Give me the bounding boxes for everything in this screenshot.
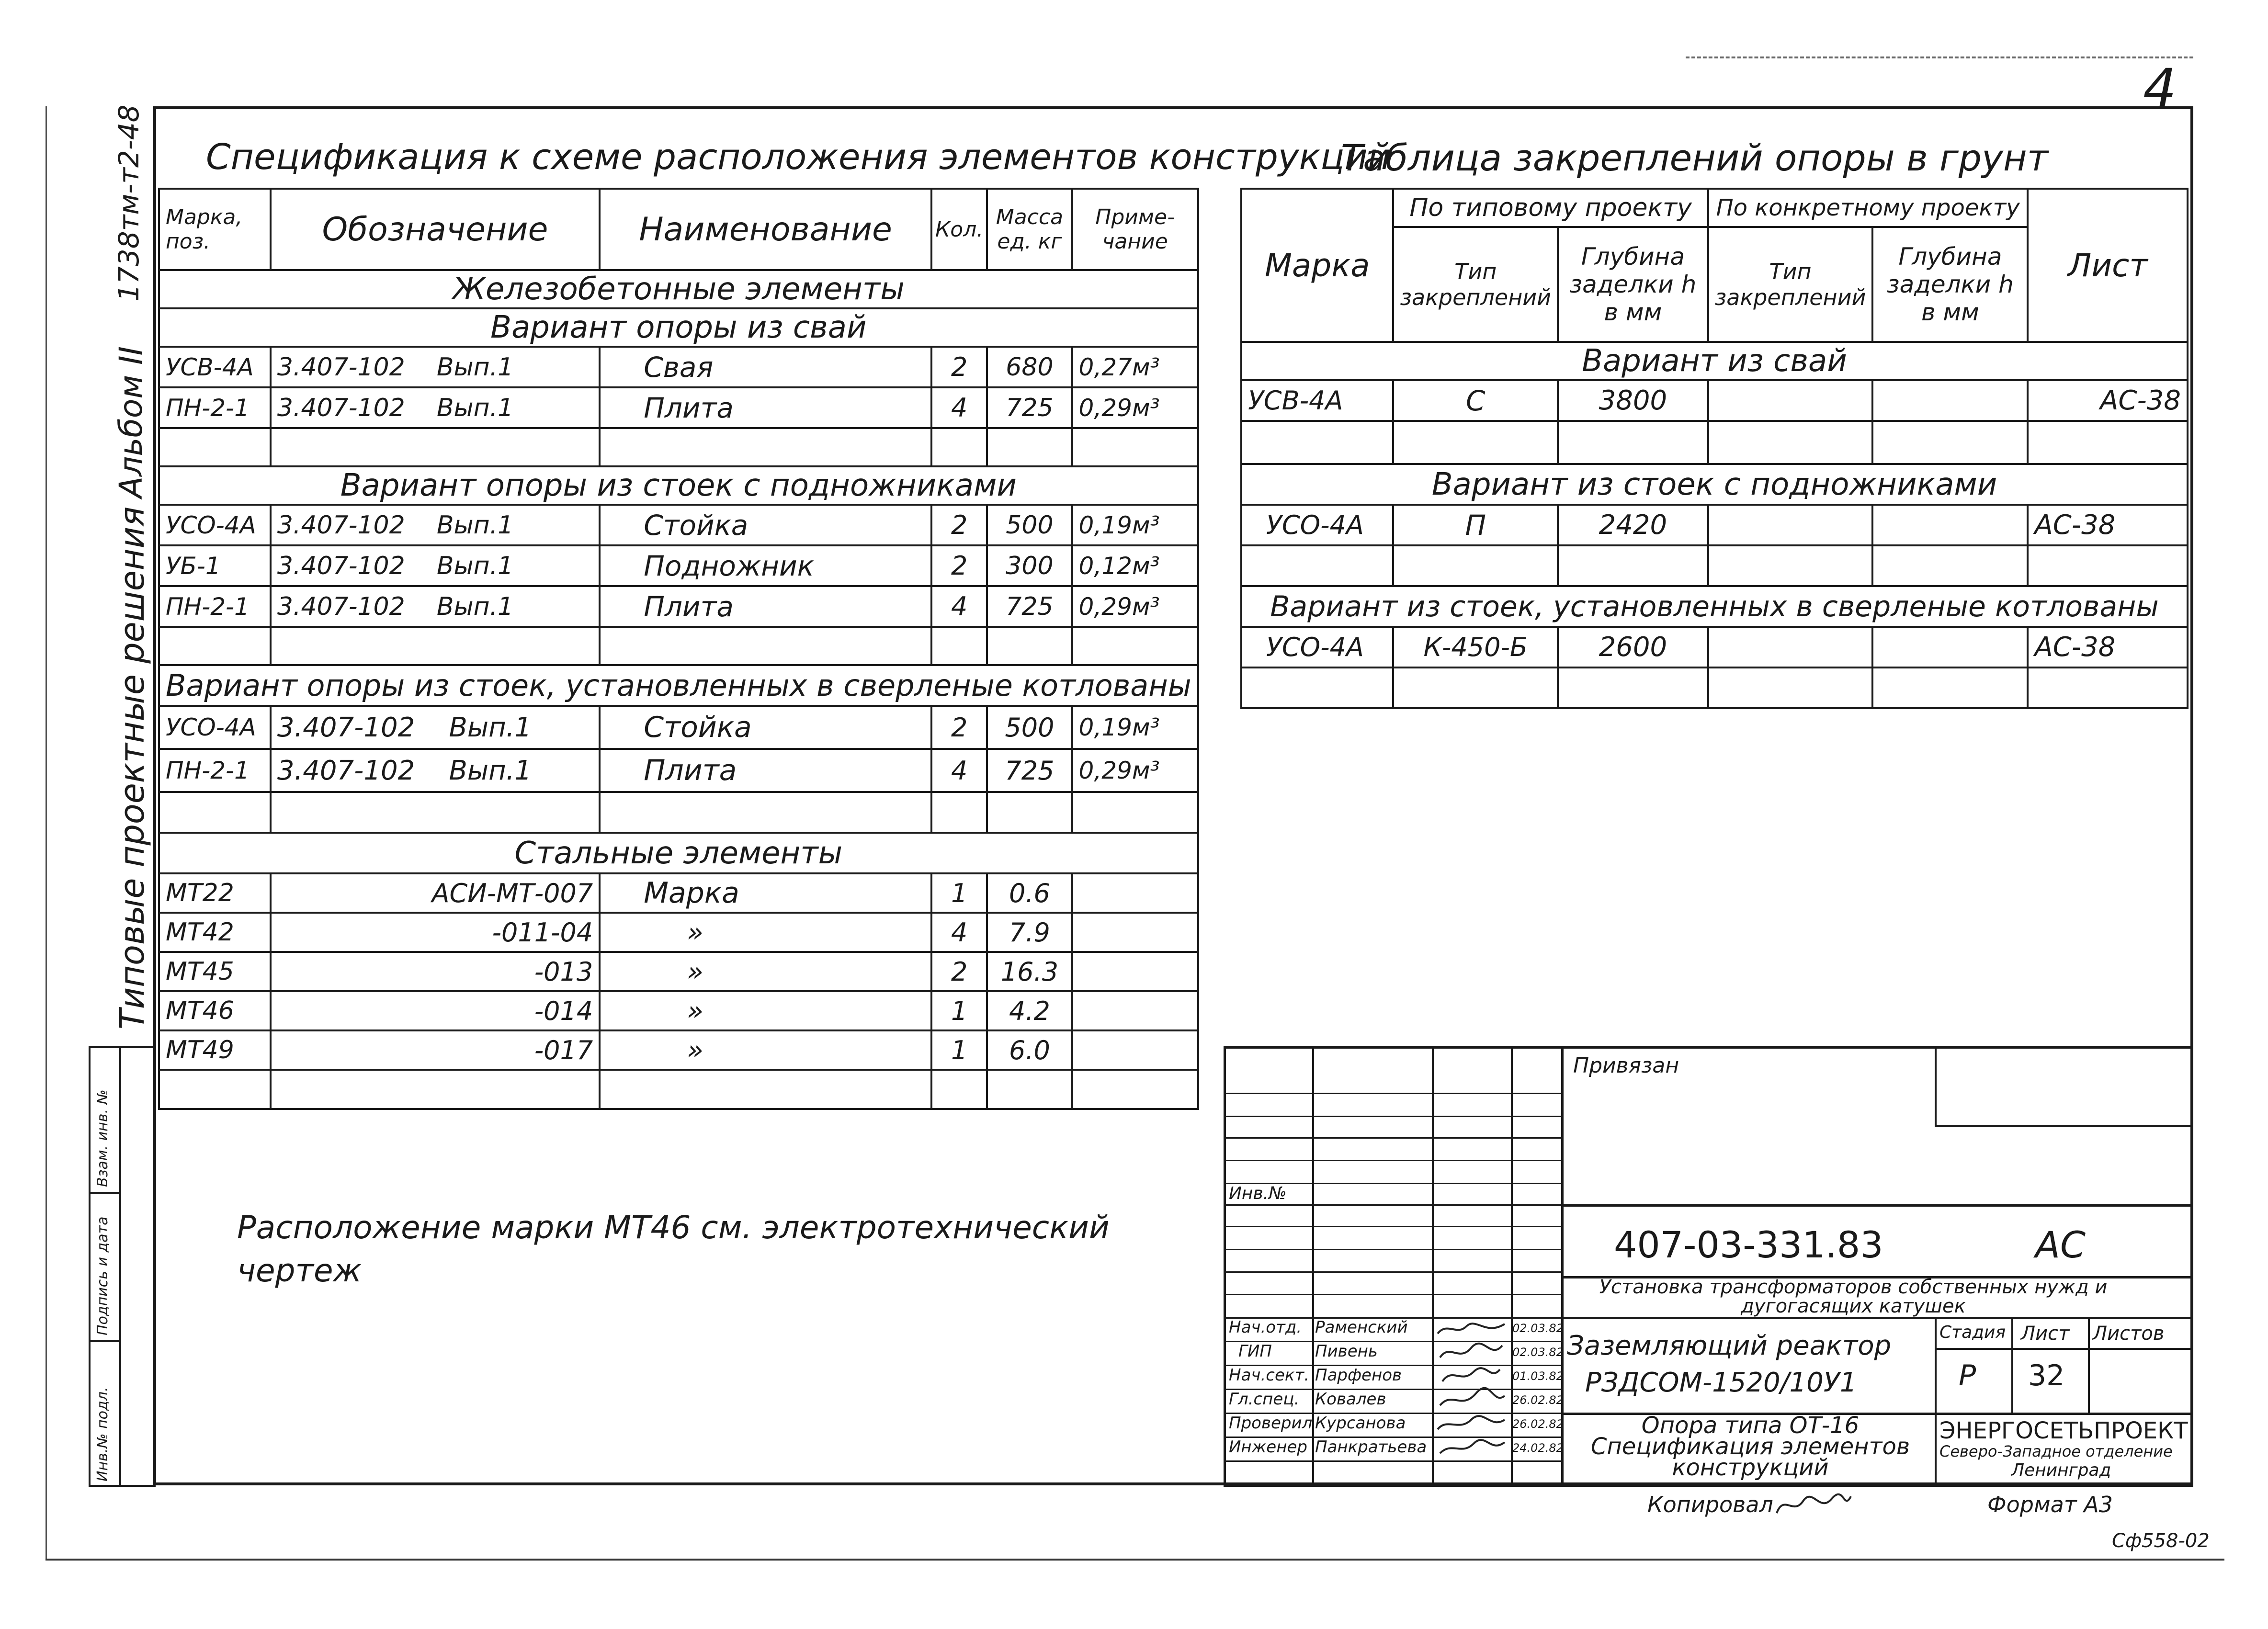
cell-mass: 300: [987, 545, 1072, 586]
sheets-label: Листов: [2093, 1323, 2165, 1345]
stamp-replace: Взам. инв. №: [94, 1089, 111, 1187]
org-branch: Северо-Западное отделение: [1939, 1442, 2173, 1460]
table-row: [159, 749, 1198, 792]
cell-mark: УСВ-4А: [159, 347, 271, 387]
cell-doc: -013: [271, 952, 600, 991]
stamp-signature: Подпись и дата: [94, 1216, 111, 1335]
cell-type: П: [1393, 505, 1558, 545]
cell-mark: ПН-2-1: [159, 749, 271, 792]
cell-sheet: АС-38: [2028, 380, 2188, 421]
cell-note: 0,27м³: [1072, 347, 1198, 387]
anchor-title: Таблица закреплений опоры в грунт: [1341, 136, 2048, 179]
cell-note: [1072, 1030, 1198, 1070]
table-row: [159, 347, 1198, 387]
cell-qty: 4: [931, 913, 987, 952]
spec-h-qty: Кол.: [931, 189, 987, 270]
cell-doc: -017: [271, 1030, 600, 1070]
cell-mark: УСО-4А: [1241, 627, 1393, 667]
cell-note: 0,19м³: [1072, 505, 1198, 545]
cell-doc: 3.407-102 Вып.1: [271, 505, 600, 545]
cell-doc: 3.407-102 Вып.1: [271, 545, 600, 586]
cell-note: [1072, 913, 1198, 952]
cell-doc: -014: [271, 991, 600, 1030]
cell-name: Подножник: [600, 545, 931, 586]
anchor-h-mark: Марка: [1241, 189, 1393, 342]
cell-name: »: [600, 1030, 931, 1070]
cell-mass: 6.0: [987, 1030, 1072, 1070]
cell-qty: 2: [931, 545, 987, 586]
cell-name: »: [600, 913, 931, 952]
side-series: Типовые проектные решения: [113, 506, 152, 1029]
cell-name: Плита: [600, 749, 931, 792]
cell-mass: 725: [987, 387, 1072, 428]
cell-doc: 3.407-102 Вып.1: [271, 387, 600, 428]
stage-label: Стадия: [1939, 1323, 2006, 1342]
form-code: Сф558-02: [2112, 1530, 2210, 1552]
sheet-title: Опора типа ОТ-16 Спецификация элементов конструкций: [1590, 1412, 1910, 1481]
cell-doc: 3.407-102 Вып.1: [271, 586, 600, 627]
left-stamp: [89, 1046, 156, 1487]
cell-mark: УБ-1: [159, 545, 271, 586]
project-title: Установка трансформаторов собственных нужд и дугогасящих катушек: [1599, 1276, 2108, 1317]
cell-mark: МТ45: [159, 952, 271, 991]
spec-h-name: Наименование: [600, 189, 931, 270]
cell-qty: 1: [931, 873, 987, 913]
cell-name: Стойка: [600, 706, 931, 749]
table-row: [159, 991, 1198, 1030]
cell-mass: 4.2: [987, 991, 1072, 1030]
sheet-value: 32: [2028, 1359, 2065, 1392]
anchor-h-typical: По типовому проекту: [1393, 189, 1708, 227]
cell-mass: 500: [987, 706, 1072, 749]
cell-name: Плита: [600, 586, 931, 627]
cell-mass: 500: [987, 505, 1072, 545]
cell-mark: УСВ-4А: [1241, 380, 1393, 421]
note-line-2: чертеж: [237, 1252, 362, 1289]
cell-mark: МТ22: [159, 873, 271, 913]
cell-qty: 2: [931, 706, 987, 749]
sheet-label: Лист: [2021, 1323, 2070, 1345]
page-number: 4: [2143, 57, 2177, 119]
cell-mass: 680: [987, 347, 1072, 387]
table-row: [1241, 627, 2188, 667]
copied-by: Копировал: [1647, 1492, 1773, 1517]
spec-h-mass: Масса ед. кг: [987, 189, 1072, 270]
cell-note: [1072, 952, 1198, 991]
anchor-h-depth: Глубина заделки h в мм: [1558, 227, 1708, 342]
cell-mark: УСО-4А: [1241, 505, 1393, 545]
cell-note: [1072, 991, 1198, 1030]
table-row: [1241, 380, 2188, 421]
cell-note: 0,29м³: [1072, 749, 1198, 792]
doc-code: 407-03-331.83: [1614, 1223, 1883, 1266]
top-dashed-line: [1686, 57, 2193, 58]
spec-table: [158, 188, 1199, 1110]
cell-doc: 3.407-102 Вып.1: [271, 749, 600, 792]
cell-doc: 3.407-102 Вып.1: [271, 706, 600, 749]
spec-title: Спецификация к схеме расположения элементов конструкций: [206, 136, 1391, 178]
format-label: Формат А3: [1987, 1492, 2113, 1517]
anchor-section-title: Вариант из стоек, установленных в сверленые котлованы: [1241, 586, 2188, 627]
anchor-h-depth-specific: Глубина заделки h в мм: [1872, 227, 2028, 342]
cell-type: К-450-Б: [1393, 627, 1558, 667]
cell-doc: -011-04: [271, 913, 600, 952]
outer-bottom-border: [45, 1559, 2224, 1561]
stage-value: Р: [1959, 1359, 1976, 1392]
cell-mark: УСО-4А: [159, 505, 271, 545]
anchor-table: [1240, 188, 2189, 709]
tied-label: Привязан: [1573, 1053, 1679, 1078]
spec-h-mark: Марка, поз.: [159, 189, 271, 270]
cell-mark: ПН-2-1: [159, 387, 271, 428]
org-city: Ленинград: [2011, 1460, 2111, 1480]
table-row: [159, 913, 1198, 952]
note-line-1: Расположение марки МТ46 см. электротехнический: [237, 1209, 1110, 1246]
signatures: [1433, 1317, 1509, 1484]
cell-mark: МТ46: [159, 991, 271, 1030]
side-code: 1738тм-т2-48: [113, 104, 145, 302]
spec-section-title: Вариант опоры из свай: [159, 308, 1198, 347]
copier-signature: [1772, 1489, 1853, 1523]
cell-name: Стойка: [600, 505, 931, 545]
table-row: [159, 873, 1198, 913]
table-row: [159, 706, 1198, 749]
cell-qty: 1: [931, 1030, 987, 1070]
cell-sheet: АС-38: [2028, 627, 2188, 667]
cell-note: 0,29м³: [1072, 387, 1198, 428]
cell-qty: 2: [931, 347, 987, 387]
table-row: [159, 1030, 1198, 1070]
title-block: Инв.№ Нач.отд. Раменский 02.03.82 ГИП Пивень 02.03.82 Нач.сект. Парфенов 01.03.82 Гл.спец. Ковалев 26.02.82 Проверил Курсанова 26.02.82 Инженер Панкратьева 24.02.82 Привязан 407-03-331.83 АС Установка трансформаторов собственных нужд и дугогасящих катушек Заземляющий реактор РЗДСОМ-1520/10У1 Стадия Лист Листов Р 32 Опора типа ОТ-16 Спецификация элементов конструкций ЭНЕРГОСЕТЬПРОЕКТ Северо-Западное отделение Ленинград: [1224, 1046, 2193, 1487]
cell-mass: 725: [987, 749, 1072, 792]
cell-mark: МТ42: [159, 913, 271, 952]
spec-section-title: Вариант опоры из стоек, установленных в сверленые котлованы: [159, 665, 1198, 706]
anchor-h-sheet: Лист: [2028, 189, 2188, 342]
cell-type: С: [1393, 380, 1558, 421]
cell-qty: 2: [931, 505, 987, 545]
cell-qty: 2: [931, 952, 987, 991]
spec-section-title: Железобетонные элементы: [159, 270, 1198, 308]
cell-name: »: [600, 991, 931, 1030]
cell-sheet: АС-38: [2028, 505, 2188, 545]
cell-name: »: [600, 952, 931, 991]
cell-qty: 1: [931, 991, 987, 1030]
cell-note: [1072, 873, 1198, 913]
cell-name: Свая: [600, 347, 931, 387]
object-line-2: РЗДСОМ-1520/10У1: [1585, 1367, 1857, 1398]
table-row: [159, 505, 1198, 545]
cell-depth: 2600: [1558, 627, 1708, 667]
anchor-h-type-specific: Тип закреплений: [1708, 227, 1873, 342]
org-name: ЭНЕРГОСЕТЬПРОЕКТ: [1939, 1417, 2188, 1444]
outer-left-border: [45, 106, 47, 1560]
cell-mark: МТ49: [159, 1030, 271, 1070]
anchor-h-specific: По конкретному проекту: [1708, 189, 2028, 227]
cell-note: 0,12м³: [1072, 545, 1198, 586]
cell-note: 0,19м³: [1072, 706, 1198, 749]
spec-section-title: Вариант опоры из стоек с подножниками: [159, 466, 1198, 505]
cell-mass: 7.9: [987, 913, 1072, 952]
cell-qty: 4: [931, 586, 987, 627]
cell-qty: 4: [931, 749, 987, 792]
cell-doc: 3.407-102 Вып.1: [271, 347, 600, 387]
anchor-section-title: Вариант из свай: [1241, 342, 2188, 380]
table-row: [159, 545, 1198, 586]
spec-section-title: Стальные элементы: [159, 833, 1198, 873]
cell-doc: АСИ-МТ-007: [271, 873, 600, 913]
object-line-1: Заземляющий реактор: [1567, 1330, 1892, 1361]
cell-mass: 725: [987, 586, 1072, 627]
cell-mark: УСО-4А: [159, 706, 271, 749]
cell-name: Марка: [600, 873, 931, 913]
cell-mass: 16.3: [987, 952, 1072, 991]
stamp-inv: Инв.№ подл.: [94, 1387, 111, 1482]
table-row: [159, 387, 1198, 428]
table-row: [1241, 505, 2188, 545]
cell-mass: 0.6: [987, 873, 1072, 913]
spec-h-note: Приме-чание: [1072, 189, 1198, 270]
cell-name: Плита: [600, 387, 931, 428]
cell-depth: 3800: [1558, 380, 1708, 421]
cell-note: 0,29м³: [1072, 586, 1198, 627]
side-album: Альбом II: [113, 346, 149, 498]
table-row: [159, 952, 1198, 991]
cell-mark: ПН-2-1: [159, 586, 271, 627]
anchor-h-type: Тип закреплений: [1393, 227, 1558, 342]
inv-label: Инв.№: [1229, 1184, 1287, 1203]
spec-h-doc: Обозначение: [271, 189, 600, 270]
cell-depth: 2420: [1558, 505, 1708, 545]
table-row: [159, 586, 1198, 627]
cell-qty: 4: [931, 387, 987, 428]
doc-mark: АС: [2035, 1223, 2086, 1266]
anchor-section-title: Вариант из стоек с подножниками: [1241, 464, 2188, 505]
